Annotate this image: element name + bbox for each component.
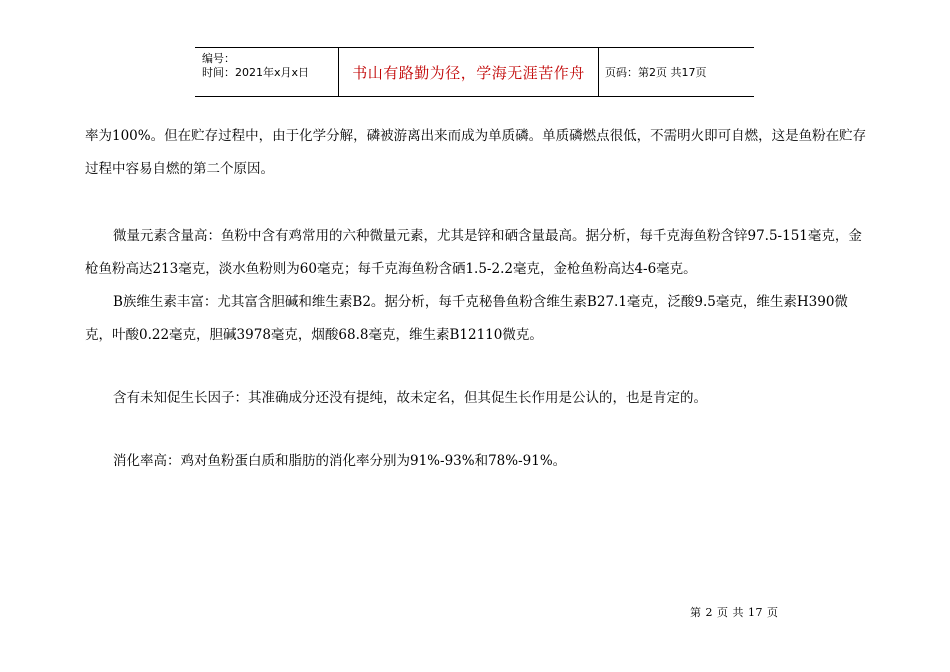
time-label: 时间：2021年x月x日 <box>202 66 310 79</box>
paragraph-growth-factor: 含有未知促生长因子：其准确成分还没有提纯，故未定名，但其促生长作用是公认的，也是肯定的。 <box>113 390 707 406</box>
paragraph-digestibility: 消化率高：鸡对鱼粉蛋白质和脂肪的消化率分别为91%-93%和78%-91%。 <box>113 453 567 469</box>
document-body <box>85 120 870 478</box>
header-page-code: 页码：第2页 共17页 <box>605 66 707 79</box>
page-footer: 第 2 页 共 17 页 <box>690 606 779 619</box>
paragraph-trace-elements: 微量元素含量高：鱼粉中含有鸡常用的六种微量元素，尤其是锌和硒含量最高。据分析，每千克海鱼粉含锌97.5-151毫克，金枪鱼粉高达213毫克，淡水鱼粉则为60毫克；每千克海鱼粉含硒1.5-2.2毫克，金枪鱼粉高达4-6毫克。 <box>85 228 862 277</box>
number-label: 编号： <box>202 52 235 65</box>
paragraph-phosphorus: 率为100%。但在贮存过程中，由于化学分解，磷被游离出来而成为单质磷。单质磷燃点很低，不需明火即可自燃，这是鱼粉在贮存过程中容易自燃的第二个原因。 <box>85 128 867 177</box>
header-info-cell <box>195 48 339 96</box>
page-header <box>195 47 754 97</box>
paragraph-vitamin-b: B族维生素丰富：尤其富含胆碱和维生素B2。据分析，每千克秘鲁鱼粉含维生素B27.1毫克，泛酸9.5毫克，维生素H390微克，叶酸0.22毫克，胆碱3978毫克，烟酸68.8毫克，维生素B12110微克。 <box>85 294 848 343</box>
header-motto: 书山有路勤为径，学海无涯苦作舟 <box>339 48 599 96</box>
